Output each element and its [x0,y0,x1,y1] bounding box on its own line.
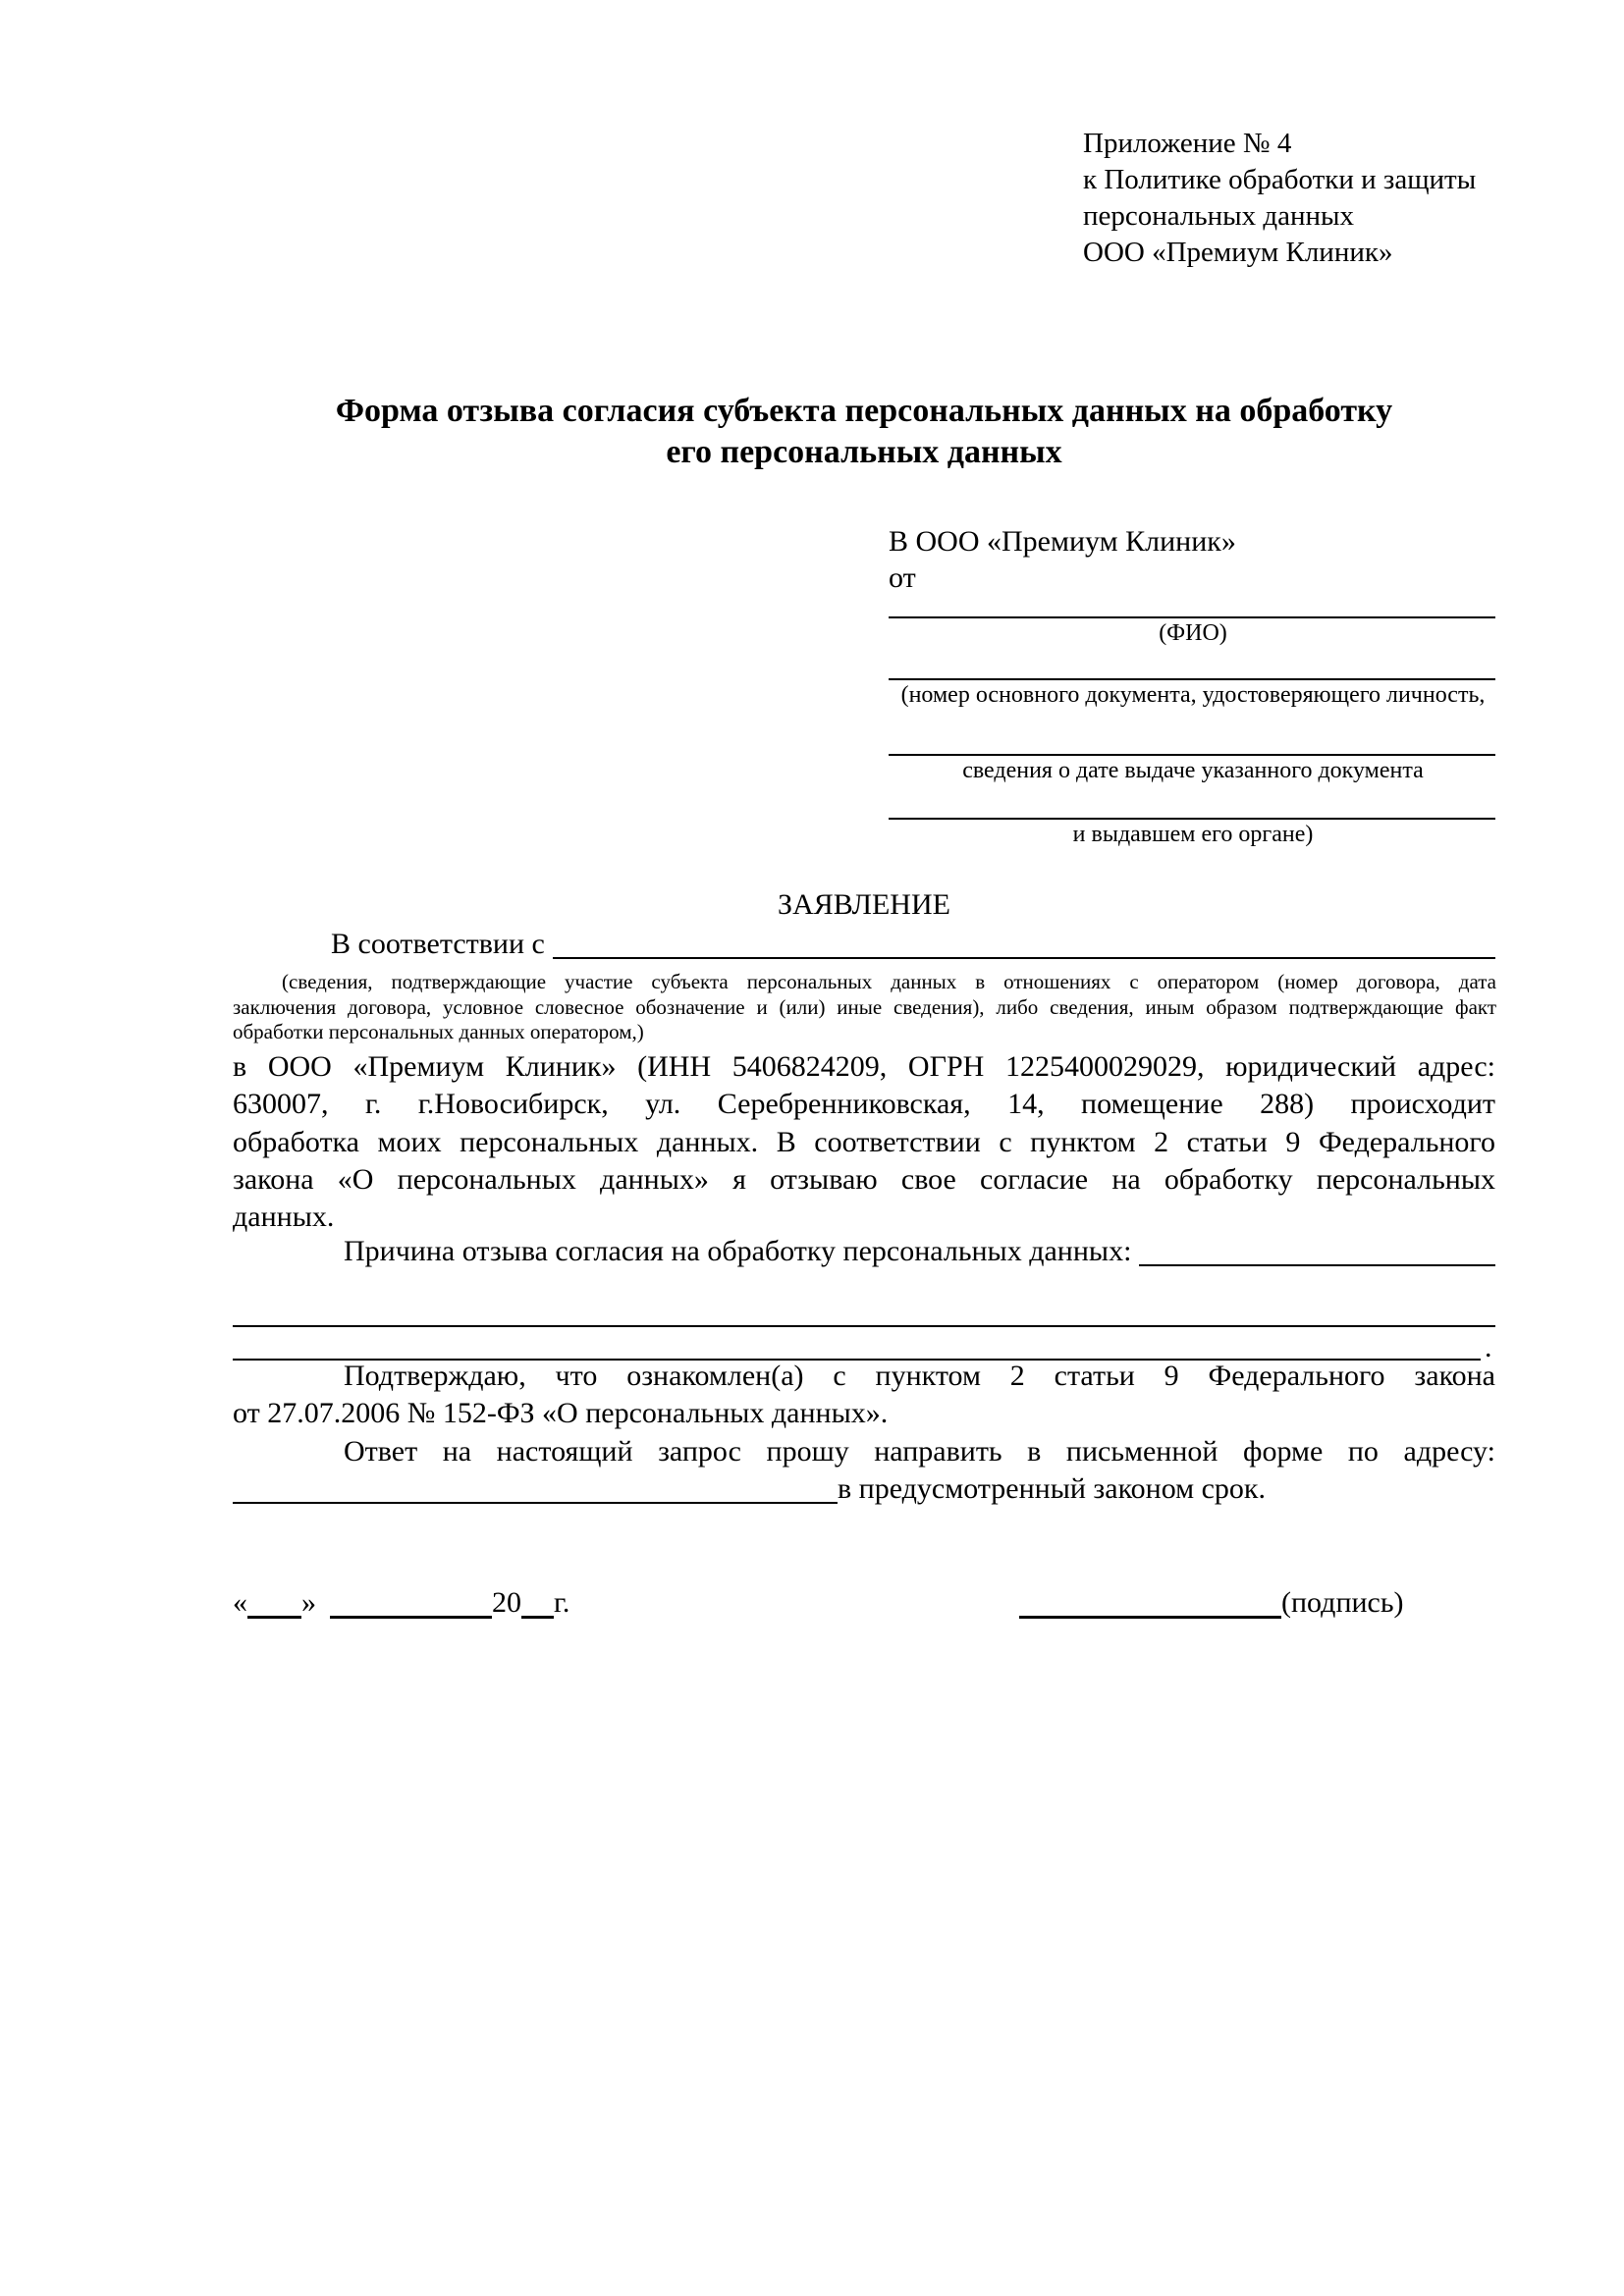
signature-line [1019,1586,1404,1620]
issuing-authority-caption: и выдавшем его органе) [1072,822,1314,847]
body-line: обработка моих персональных данных. В соответствии с пунктом 2 статьи 9 Федерального [233,1125,1495,1158]
confirm-line: Подтверждаю, что ознакомлен(а) с пунктом 2 статьи 9 Федерального закона [344,1360,1495,1392]
small-print-note [233,970,1496,1045]
recipient-line: В ООО «Премиум Клиник» [889,525,1236,558]
reason-blank-line [1139,1233,1495,1266]
appendix-note-line: персональных данных [1083,200,1355,232]
confirm-paragraph [233,1358,1495,1433]
body-paragraph [233,1048,1495,1236]
year-suffix: г. [554,1586,570,1619]
date-line [233,1586,569,1620]
blank-line-period: . [1485,1331,1492,1363]
small-print-line: обработки персональных данных оператором,) [233,1020,644,1044]
fio-blank-line [889,616,1495,618]
appendix-note-line: ООО «Премиум Клиник» [1083,237,1393,268]
form-title-line: его персональных данных [666,434,1062,470]
confirm-line: от 27.07.2006 № 152-ФЗ «О персональных данных». [233,1397,889,1430]
document-number-caption: (номер основного документа, удостоверяющего личность, [900,682,1486,708]
reply-tail: в предусмотренный законом срок. [838,1472,1266,1505]
open-quote: « [233,1586,247,1619]
from-label: от [889,561,916,594]
small-print-line: заключения договора, условное словесное обозначение и (или) иные сведения), либо сведения, иным образом подтверждающие факт [233,994,1496,1019]
statement-heading: ЗАЯВЛЕНИЕ [778,888,950,921]
signature-blank-field [1019,1616,1281,1619]
close-quote: » [301,1586,316,1619]
reason-label: Причина отзыва согласия на обработку персональных данных: [344,1235,1132,1267]
form-title-line: Форма отзыва согласия субъекта персональных данных на обработку [335,393,1393,429]
fio-caption: (ФИО) [1159,620,1227,646]
issue-date-caption: сведения о дате выдаче указанного документа [962,758,1424,783]
reason-blank-line-2 [233,1325,1495,1327]
month-blank-field [330,1616,492,1619]
accordance-blank-line [553,926,1495,959]
body-line: 630007, г. г.Новосибирск, ул. Серебренниковская, 14, помещение 288) происходит [233,1088,1495,1121]
reply-paragraph [233,1433,1495,1470]
body-line: закона «О персональных данных» я отзываю свое согласие на обработку персональных [233,1162,1495,1196]
appendix-note-line: Приложение № 4 [1083,128,1292,159]
reply-address-line [233,1470,1495,1508]
document-number-blank-line [889,678,1495,680]
issuing-authority-blank-line [889,818,1495,820]
body-line: в ООО «Премиум Клиник» (ИНН 5406824209, ОГРН 1225400029029, юридический адрес: [233,1050,1495,1083]
year-blank-field [521,1616,554,1619]
small-print-line: (сведения, подтверждающие участие субъекта персональных данных в отношениях с оператором (номер договора, дата [282,970,1496,993]
year-prefix: 20 [492,1586,521,1619]
accordance-line [233,926,1495,963]
body-line: данных. [233,1201,335,1234]
reply-line: Ответ на настоящий запрос прошу направить в письменной форме по адресу: [344,1435,1495,1468]
form-title [233,391,1495,473]
reason-line [233,1233,1495,1270]
accordance-prefix: В соответствии с [331,928,545,960]
signature-caption: (подпись) [1281,1586,1404,1619]
issue-date-blank-line [889,754,1495,756]
day-blank-field [247,1616,301,1619]
appendix-note-line: к Политике обработки и защиты [1083,164,1477,195]
address-blank-line [233,1470,838,1504]
appendix-note [1083,126,1476,271]
